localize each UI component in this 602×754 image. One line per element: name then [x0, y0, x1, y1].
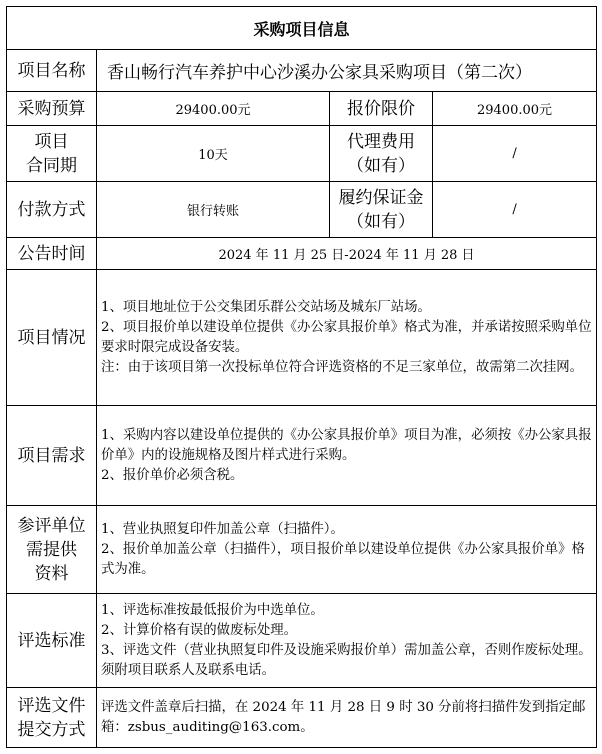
label-project-needs: 项目需求	[7, 406, 97, 506]
label-agency-fee-line1: 代理费用	[347, 131, 415, 152]
label-criteria: 评选标准	[7, 594, 97, 688]
materials-line-2: 2、报价单加盖公章（扫描件），项目报价单以建设单位提供《办公家具报价单》格式为准。	[101, 541, 585, 577]
label-price-limit: 报价限价	[330, 92, 433, 126]
value-contract-period: 10天	[97, 126, 330, 182]
row-notice-time	[7, 238, 597, 270]
project-info-line-2: 2、项目报价单以建设单位提供《办公家具报价单》格式为准，并承诺按照采购单位要求时限完成设备安装。	[101, 319, 592, 355]
row-contract-period	[7, 126, 597, 182]
label-contract-period-line2: 合同期	[26, 155, 77, 176]
value-performance-bond: /	[433, 182, 597, 238]
row-project-name	[7, 50, 597, 92]
label-required-materials-line3: 资料	[34, 563, 69, 584]
row-budget	[7, 92, 597, 126]
criteria-line-2: 2、计算价格有误的做废标处理。	[101, 622, 297, 638]
value-criteria	[97, 594, 597, 688]
value-project-info	[97, 270, 597, 406]
label-agency-fee	[330, 126, 433, 182]
label-payment-method: 付款方式	[7, 182, 97, 238]
label-performance-bond-line1: 履约保证金	[338, 187, 424, 208]
label-required-materials-line1: 参评单位	[17, 515, 86, 536]
value-project-name: 香山畅行汽车养护中心沙溪办公家具采购项目（第二次）	[97, 50, 597, 92]
criteria-line-1: 1、评选标准按最低报价为中选单位。	[101, 602, 324, 618]
value-project-needs	[97, 406, 597, 506]
label-required-materials	[7, 506, 97, 594]
project-info-line-3: 注：由于该项目第一次投标单位符合评选资格的不足三家单位，故需第二次挂网。	[101, 359, 584, 375]
label-agency-fee-line2: （如有）	[347, 155, 415, 176]
label-project-info: 项目情况	[7, 270, 97, 406]
table-title-row	[7, 7, 597, 50]
label-contract-period-line1: 项目	[34, 131, 69, 152]
project-info-line-1: 1、项目地址位于公交集团乐群公交站场及城东厂站场。	[101, 299, 431, 315]
label-submission-line2: 提交方式	[17, 719, 86, 740]
label-budget: 采购预算	[7, 92, 97, 126]
label-project-name: 项目名称	[7, 50, 97, 92]
value-submission: 评选文件盖章后扫描，在 2024 年 11 月 28 日 9 时 30 分前将扫描件发到指定邮箱：zsbus_auditing@163.com。	[97, 688, 597, 748]
row-criteria	[7, 594, 597, 688]
value-required-materials	[97, 506, 597, 594]
label-notice-time: 公告时间	[7, 238, 97, 270]
label-submission	[7, 688, 97, 748]
value-agency-fee: /	[433, 126, 597, 182]
criteria-line-3: 3、评选文件（营业执照复印件及设施采购报价单）需加盖公章，否则作废标处理。须附项目联系人及联系电话。	[101, 642, 592, 678]
row-payment	[7, 182, 597, 238]
label-required-materials-line2: 需提供	[26, 539, 77, 560]
materials-line-1: 1、营业执照复印件加盖公章（扫描件）。	[101, 521, 344, 537]
label-performance-bond-line2: （如有）	[347, 211, 415, 232]
value-price-limit: 29400.00元	[433, 92, 597, 126]
row-required-materials	[7, 506, 597, 594]
project-needs-line-2: 2、报价单价必须含税。	[101, 467, 244, 483]
row-project-needs	[7, 406, 597, 506]
row-submission	[7, 688, 597, 748]
label-contract-period	[7, 126, 97, 182]
label-submission-line1: 评选文件	[17, 695, 86, 716]
value-payment-method: 银行转账	[97, 182, 330, 238]
project-needs-line-1: 1、采购内容以建设单位提供的《办公家具报价单》项目为准，必须按《办公家具报价单》内的设施规格及图片样式进行采购。	[101, 427, 592, 463]
value-budget: 29400.00元	[97, 92, 330, 126]
label-performance-bond	[330, 182, 433, 238]
procurement-info-table	[6, 6, 597, 748]
row-project-info	[7, 270, 597, 406]
value-notice-time: 2024 年 11 月 25 日-2024 年 11 月 28 日	[97, 238, 597, 270]
table-title: 采购项目信息	[7, 7, 597, 50]
